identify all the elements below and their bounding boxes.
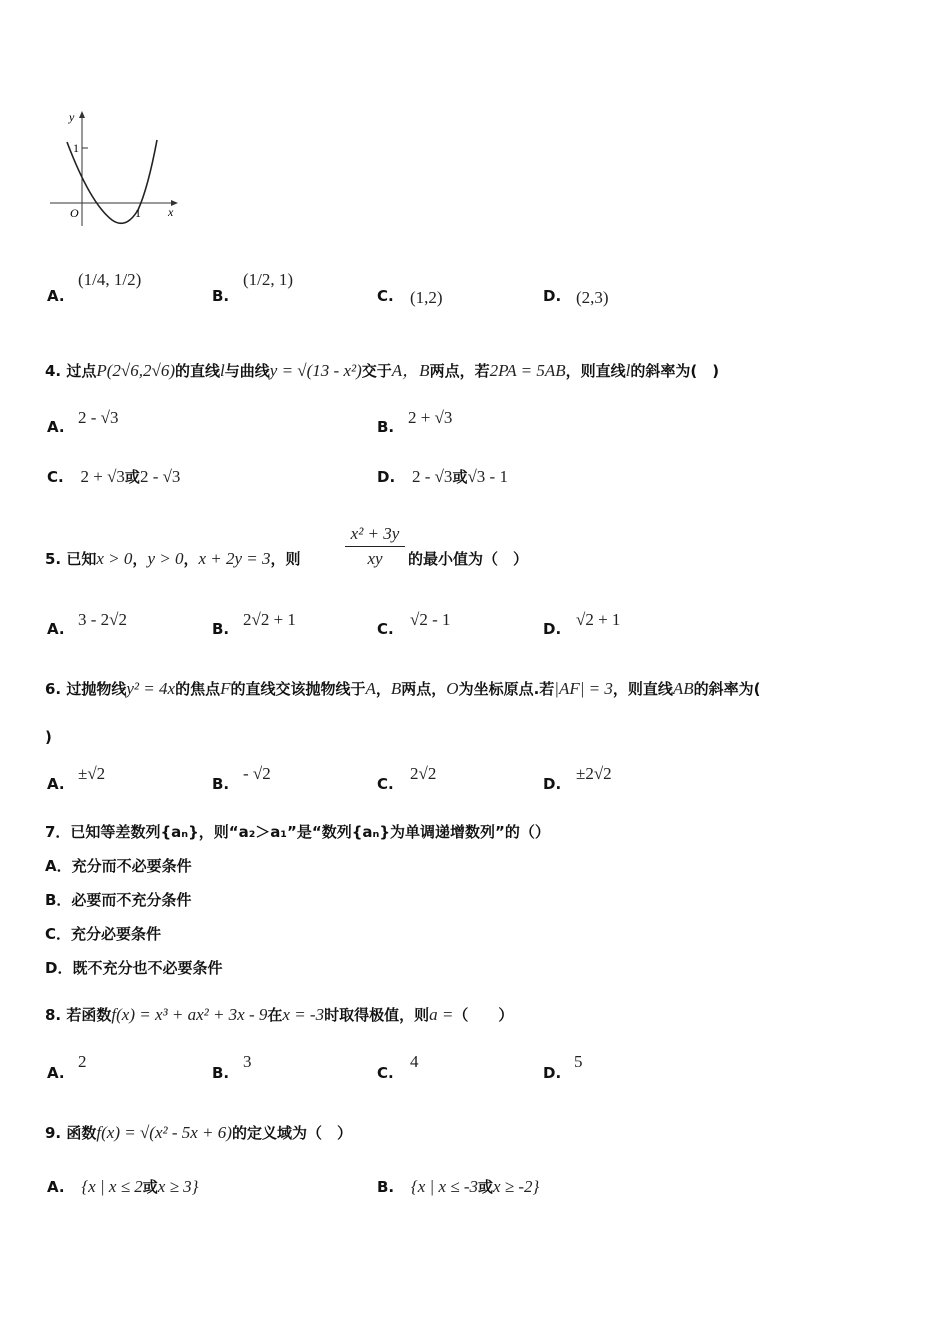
q7-option-b: B．必要而不充分条件 — [45, 891, 192, 909]
q8-stem — [45, 1004, 513, 1025]
q4-points-ab: A，B — [391, 361, 430, 380]
q4-option-b-label: B. — [377, 418, 395, 436]
q8-number: 8. — [45, 1006, 62, 1024]
q9-option-a-value-1: {x | x ≤ 2 — [81, 1177, 143, 1196]
q8-option-c-label: C. — [377, 1064, 394, 1082]
q8-text-4: （ ） — [453, 1006, 514, 1024]
q4-condition: 2PA = 5AB — [489, 361, 566, 380]
q3-option-a-value: (1/4, 1/2) — [78, 270, 142, 289]
q9-stem — [45, 1122, 352, 1143]
q6-text-3: 的直线交该抛物线于 — [230, 680, 366, 698]
q3-option-c-value: (1,2) — [410, 288, 443, 307]
q9-option-b-value-1: {x | x ≤ -3 — [410, 1177, 478, 1196]
q5-fraction — [345, 524, 405, 569]
q6-text-5: 为坐标原点.若 — [458, 680, 555, 698]
q4-option-d-value-2: √3 - 1 — [467, 467, 508, 486]
q8-variable: a = — [429, 1005, 454, 1024]
q6-sep: ， — [375, 680, 391, 698]
q6-number: 6. — [45, 680, 62, 698]
q6-option-d-value: ±2√2 — [576, 764, 612, 783]
q7-stem: 7．已知等差数列{aₙ}，则“a₂＞a₁”是“数列{aₙ}为单调递增数列”的（） — [45, 823, 550, 841]
q6-option-d-label: D. — [543, 775, 562, 793]
q6-option-b-value: - √2 — [243, 764, 271, 783]
q4-text-2: 的直线 — [175, 362, 221, 380]
q5-condition-1: x > 0 — [96, 549, 133, 568]
q6-point-b: B — [390, 679, 402, 698]
q4-option-a-value: 2 - √3 — [78, 408, 119, 427]
q6-option-c-label: C. — [377, 775, 394, 793]
q9-text-2: 的定义域为（ ） — [231, 1124, 352, 1142]
q5-option-d-value: √2 + 1 — [576, 610, 621, 629]
q5-condition-2: y > 0 — [147, 549, 184, 568]
q3-option-c-label: C. — [377, 287, 394, 305]
q4-option-c-label: C. — [47, 468, 64, 486]
origin-label: O — [70, 206, 79, 220]
q4-text-7: 的斜率为( ) — [630, 362, 720, 380]
q5-fraction-denominator: xy — [367, 549, 383, 568]
q8-option-c-value: 4 — [410, 1052, 419, 1071]
q9-option-a-label: A. — [47, 1178, 65, 1196]
q4-line-l-2: l — [625, 361, 631, 380]
q6-text-8: ) — [45, 728, 52, 746]
q5-option-c-label: C. — [377, 620, 394, 638]
q5-condition-3: x + 2y = 3 — [198, 549, 271, 568]
q6-stem — [45, 678, 761, 699]
q4-text-6: ，则直线 — [565, 362, 626, 380]
q8-condition: x = -3 — [282, 1005, 325, 1024]
q4-option-b-value: 2 + √3 — [408, 408, 453, 427]
x-axis-label: x — [168, 205, 174, 219]
q6-text-1: 过抛物线 — [66, 680, 127, 698]
q9-option-b-value-2: x ≥ -2} — [493, 1177, 540, 1196]
q5-option-b-label: B. — [212, 620, 230, 638]
q6-origin-o: O — [446, 679, 459, 698]
y-tick-label: 1 — [73, 141, 79, 155]
q5-sep-2: ， — [183, 550, 199, 568]
q4-option-c-value-2: 2 - √3 — [139, 467, 181, 486]
q4-text-1: 过点 — [66, 362, 97, 380]
q4-text-3: 与曲线 — [224, 362, 270, 380]
q9-function: f(x) = √(x² - 5x + 6) — [96, 1123, 232, 1142]
q8-option-b-value: 3 — [243, 1052, 252, 1071]
q5-stem — [45, 548, 301, 569]
q6-text-7: 的斜率为( — [693, 680, 761, 698]
q6-condition: |AF| = 3 — [554, 679, 613, 698]
q7-option-c: C．充分必要条件 — [45, 925, 162, 943]
q5-text-2: ，则 — [270, 550, 301, 568]
q9-option-a-value-2: x ≥ 3} — [157, 1177, 199, 1196]
parabola-curve — [67, 140, 157, 223]
y-axis-label: y — [69, 110, 75, 124]
q4-text-5: 两点，若 — [429, 362, 490, 380]
q5-option-a-label: A. — [47, 620, 65, 638]
q5-option-b-value: 2√2 + 1 — [243, 610, 296, 629]
q6-option-a-value: ±√2 — [78, 764, 106, 783]
q8-text-2: 在 — [267, 1006, 283, 1024]
parabola-graph — [40, 108, 190, 233]
q4-option-d-label: D. — [377, 468, 396, 486]
q6-focus-f: F — [220, 679, 231, 698]
q8-text-3: 时取得极值，则 — [324, 1006, 430, 1024]
q5-text-3: 的最小值为（ ） — [408, 550, 529, 568]
q3-option-d-value: (2,3) — [576, 288, 609, 307]
q3-option-b-value: (1/2, 1) — [243, 270, 294, 289]
q4-option-c-or: 或 — [124, 468, 140, 486]
q5-option-c-value: √2 - 1 — [410, 610, 451, 629]
q5-text-1: 已知 — [66, 550, 97, 568]
y-axis-arrow — [79, 111, 85, 118]
q5-fraction-numerator: x² + 3y — [345, 524, 405, 547]
q8-option-d-label: D. — [543, 1064, 562, 1082]
q6-text-6: ，则直线 — [612, 680, 673, 698]
q6-parabola: y² = 4x — [126, 679, 176, 698]
q4-curve: y = √(13 - x²) — [269, 361, 362, 380]
q9-option-b-or: 或 — [477, 1178, 493, 1196]
q5-option-d-label: D. — [543, 620, 562, 638]
q6-option-a-label: A. — [47, 775, 65, 793]
q4-option-c-value-1: 2 + √3 — [80, 467, 125, 486]
q6-option-c-value: 2√2 — [410, 764, 437, 783]
q4-option-d — [377, 466, 508, 487]
q6-text-2: 的焦点 — [175, 680, 221, 698]
q4-option-d-value-1: 2 - √3 — [411, 467, 453, 486]
q8-option-a-value: 2 — [78, 1052, 87, 1071]
q3-option-d-label: D. — [543, 287, 562, 305]
q6-line-ab: AB — [672, 679, 694, 698]
q6-text-4: 两点， — [401, 680, 447, 698]
q3-option-a-label: A. — [47, 287, 65, 305]
q4-number: 4. — [45, 362, 62, 380]
q5-option-a-value: 3 - 2√2 — [78, 610, 127, 629]
q8-option-b-label: B. — [212, 1064, 230, 1082]
q6-point-a: A — [365, 679, 376, 698]
q4-option-c — [47, 466, 180, 487]
q9-text-1: 函数 — [66, 1124, 97, 1142]
q8-option-a-label: A. — [47, 1064, 65, 1082]
q8-function: f(x) = x³ + ax² + 3x - 9 — [111, 1005, 268, 1024]
q4-stem — [45, 356, 719, 381]
q7-option-d: D．既不充分也不必要条件 — [45, 959, 223, 977]
q9-option-a-or: 或 — [142, 1178, 158, 1196]
q9-option-b-label: B. — [377, 1178, 395, 1196]
q7-option-a: A．充分而不必要条件 — [45, 857, 192, 875]
q8-text-1: 若函数 — [66, 1006, 112, 1024]
q4-point: P(2√6,2√6) — [96, 361, 176, 380]
q5-sep-1: ， — [132, 550, 148, 568]
q3-option-b-label: B. — [212, 287, 230, 305]
q9-number: 9. — [45, 1124, 62, 1142]
q4-option-a-label: A. — [47, 418, 65, 436]
q4-text-4: 交于 — [361, 362, 392, 380]
q9-option-a — [47, 1176, 198, 1197]
q8-option-d-value: 5 — [574, 1052, 583, 1071]
x-tick-label: 1 — [135, 206, 141, 220]
q4-option-d-or: 或 — [452, 468, 468, 486]
q4-line-l: l — [220, 361, 225, 380]
q5-number: 5. — [45, 550, 62, 568]
q9-option-b — [377, 1176, 539, 1197]
q6-option-b-label: B. — [212, 775, 230, 793]
